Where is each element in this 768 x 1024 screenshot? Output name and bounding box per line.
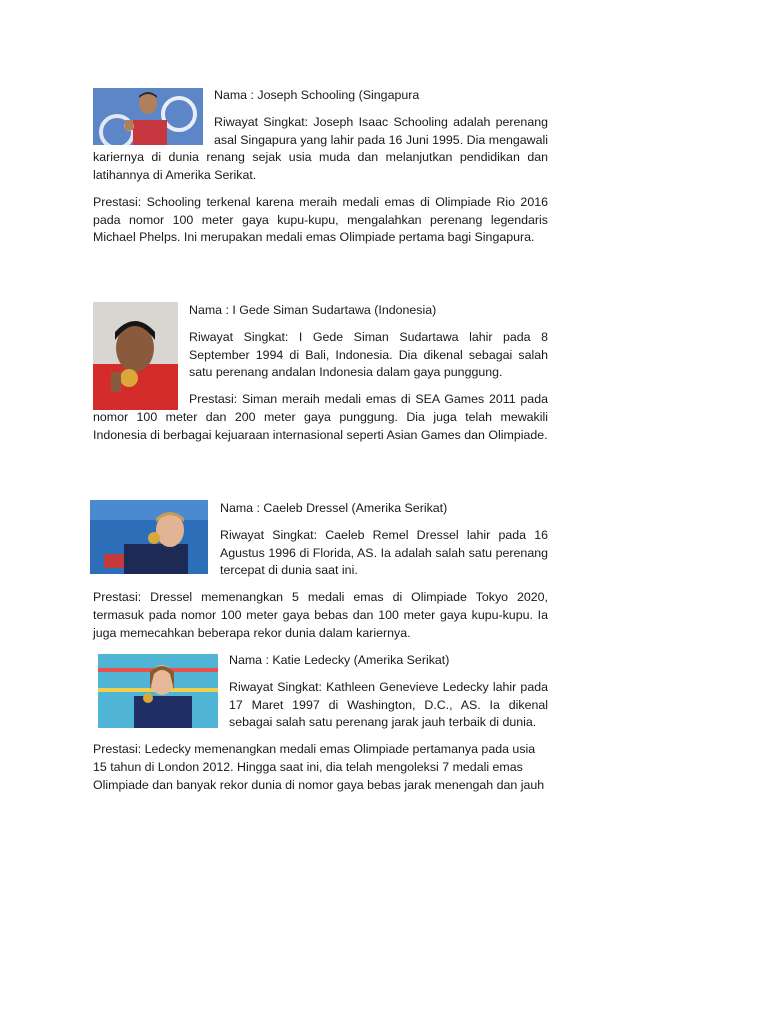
- bio-paragraph: Riwayat Singkat: Kathleen Genevieve Ledecky lahir pada 17 Maret 1997 di Washington, D.C., AS. Ia dikenal sebagai salah satu perenang jarak jauh terbaik di dunia.: [229, 680, 548, 730]
- prestasi-paragraph: Prestasi: Siman meraih medali emas di SEA Games 2011 pada nomor 100 meter dan 200 meter gaya punggung. Dia juga telah mewakili Indonesia di berbagai kejuaraan internasional seperti Asian Games dan Olimpiade.: [93, 392, 548, 442]
- name-line: Nama : I Gede Siman Sudartawa (Indonesia): [189, 303, 437, 317]
- bio-paragraph: Riwayat Singkat: I Gede Siman Sudartawa lahir pada 8 September 1994 di Bali, Indonesia. Dia dikenal sebagai salah satu perenang andalan Indonesia dalam gaya punggung.: [189, 330, 548, 380]
- entry-siman-sudartawa: [93, 302, 548, 444]
- entry-caeleb-dressel: [93, 500, 548, 642]
- prestasi-paragraph: Prestasi: Ledecky memenangkan medali emas Olimpiade pertamanya pada usia 15 tahun di London 2012. Hingga saat ini, dia telah mengoleksi 7 medali emas Olimpiade dan banyak rekor dunia di nomor gaya bebas jarak menengah dan jauh: [93, 742, 545, 792]
- name-line: Nama : Joseph Schooling (Singapura: [214, 88, 420, 102]
- name-line: Nama : Katie Ledecky (Amerika Serikat): [229, 653, 450, 667]
- entry-joseph-schooling: [93, 87, 548, 247]
- bio-paragraph: Riwayat Singkat: Joseph Isaac Schooling adalah perenang asal Singapura yang lahir pada 16 Juni 1995. Dia mengawali kariernya di dunia renang sejak usia muda dan melanjutkan pendidikan dan latihannya di Amerika Serikat.: [93, 115, 548, 182]
- name-line: Nama : Caeleb Dressel (Amerika Serikat): [220, 501, 448, 515]
- bio-paragraph: Riwayat Singkat: Caeleb Remel Dressel lahir pada 16 Agustus 1996 di Florida, AS. Ia adalah salah satu perenang tercepat di dunia saat ini.: [220, 528, 548, 578]
- prestasi-paragraph: Prestasi: Dressel memenangkan 5 medali emas di Olimpiade Tokyo 2020, termasuk pada nomor 100 meter gaya bebas dan 100 meter gaya kupu-kupu. Ia juga memecahkan beberapa rekor dunia dalam kariernya.: [93, 590, 548, 640]
- entry-katie-ledecky: [93, 652, 548, 794]
- prestasi-paragraph: Prestasi: Schooling terkenal karena meraih medali emas di Olimpiade Rio 2016 pada nomor 100 meter gaya kupu-kupu, mengalahkan perenang legendaris Michael Phelps. Ini merupakan medali emas Olimpiade pertama bagi Singapura.: [93, 194, 548, 245]
